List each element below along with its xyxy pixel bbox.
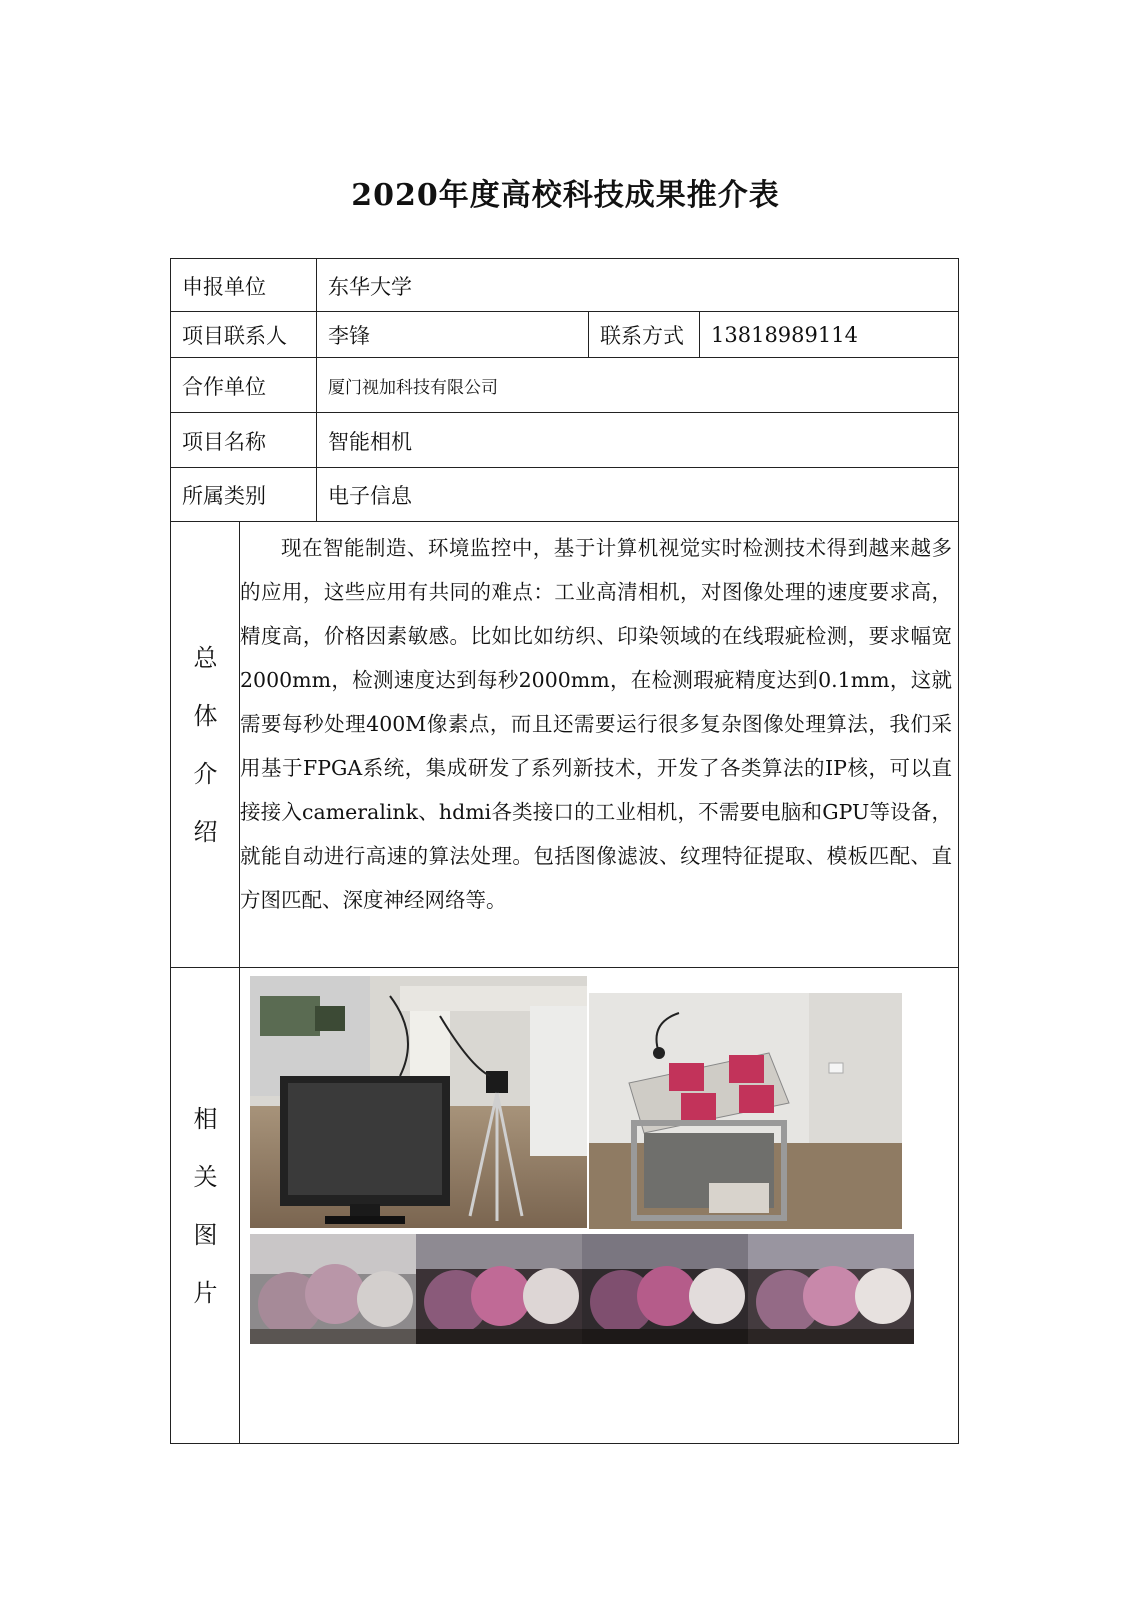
overview-label-char: 介 [193, 760, 218, 788]
row-divider [170, 967, 959, 968]
contact-value: 李锋 [328, 324, 370, 348]
page-title: 2020年度高校科技成果推介表 [351, 178, 780, 213]
row-divider [170, 311, 959, 312]
row-divider [170, 357, 959, 358]
photo-tree-processed-2 [582, 1234, 748, 1344]
row-divider [170, 521, 959, 522]
column-divider [316, 258, 317, 521]
row-divider [170, 467, 959, 468]
partner-value: 厦门视加科技有限公司 [328, 378, 498, 398]
column-divider [699, 311, 700, 357]
photo-fpga-rig [589, 993, 902, 1229]
contact-label: 项目联系人 [182, 324, 287, 348]
unit-value: 东华大学 [328, 274, 412, 299]
overview-text: 现在智能制造、环境监控中，基于计算机视觉实时检测技术得到越来越多的应用，这些应用有共同的难点：工业高清相机，对图像处理的速度要求高，精度高，价格因素敏感。比如比如纺织、印染领域的在线瑕疵检测，要求幅宽2000mm，检测速度达到每秒2000mm，在检测瑕疵精度达到0.1mm，这就需要每秒处理400M像素点，而且还需要运行很多复杂图像处理算法，我们采用基于FPGA系统，集成研发了系列新技术，开发了各类算法的IP核，可以直接接入cameralink、hdmi各类接口的工业相机，不需要电脑和GPU等设备，就能自动进行高速的算法处理。包括图像滤波、纹理特征提取、模板匹配、直方图匹配、深度神经网络等。 [240, 536, 952, 912]
photo-camera-setup [250, 976, 587, 1228]
overview-label-char: 绍 [193, 818, 218, 846]
photo-tree-processed-1 [416, 1234, 582, 1344]
photo-tree-processed-3 [748, 1234, 914, 1344]
unit-label: 申报单位 [182, 274, 266, 299]
phone-value: 13818989114 [711, 323, 858, 347]
partner-label: 合作单位 [182, 374, 266, 399]
overview-label [172, 523, 239, 967]
photos-label [172, 969, 239, 1443]
column-divider [588, 311, 589, 357]
photos-label-char: 图 [193, 1221, 218, 1249]
overview-label-char: 体 [193, 702, 218, 730]
phone-label: 联系方式 [600, 324, 684, 348]
category-label: 所属类别 [182, 484, 266, 508]
row-divider [170, 412, 959, 413]
photo-tree-original [250, 1234, 416, 1344]
photos-label-char: 片 [193, 1279, 218, 1307]
photos-label-char: 关 [193, 1163, 218, 1191]
category-value: 电子信息 [328, 484, 412, 508]
project-value: 智能相机 [328, 429, 412, 454]
project-label: 项目名称 [182, 429, 266, 454]
photos-label-char: 相 [193, 1105, 218, 1133]
overview-label-char: 总 [193, 644, 218, 672]
